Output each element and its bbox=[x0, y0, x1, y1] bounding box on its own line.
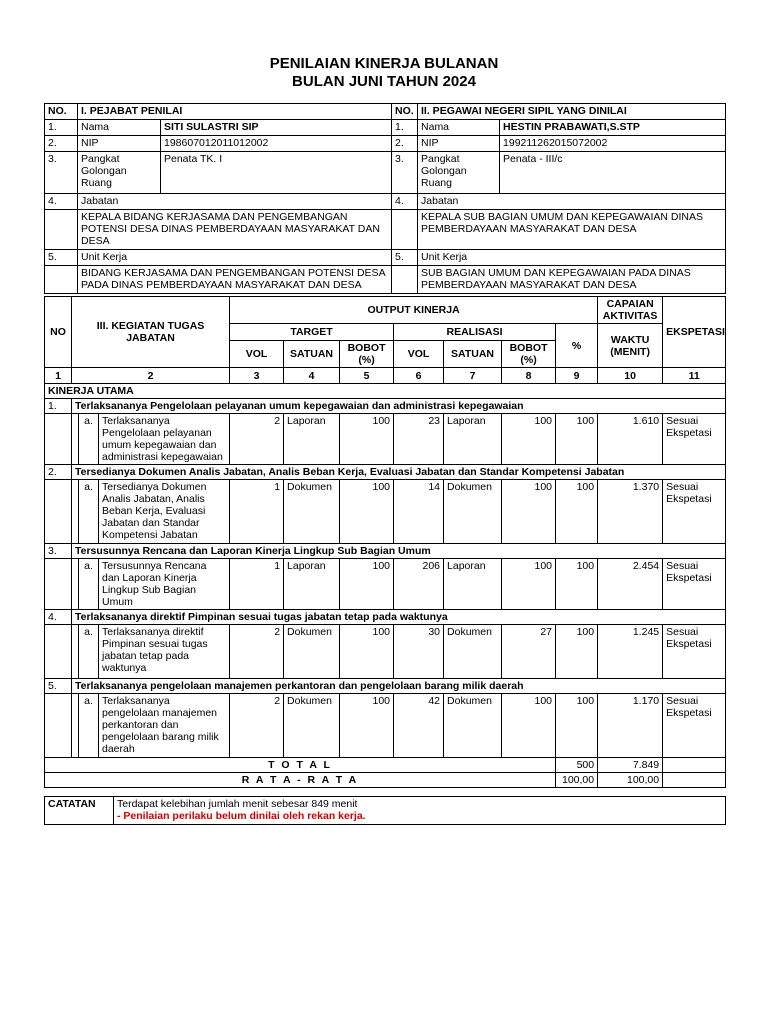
col-number: 2 bbox=[72, 368, 230, 384]
target-bobot: 100 bbox=[340, 694, 394, 758]
row-no: 1. bbox=[392, 120, 418, 136]
notes-label: CATATAN bbox=[45, 797, 114, 825]
field-label: Unit Kerja bbox=[418, 250, 726, 266]
bobot-header: BOBOT (%) bbox=[502, 341, 556, 368]
no-header: NO. bbox=[45, 104, 78, 120]
notes-line: Terdapat kelebihan jumlah menit sebesar 849 menit bbox=[117, 798, 358, 810]
pegawai-name: HESTIN PRABAWATI,S.STP bbox=[500, 120, 726, 136]
col-number: 5 bbox=[340, 368, 394, 384]
percent-value: 100 bbox=[556, 414, 598, 465]
group-no: 4. bbox=[45, 610, 72, 625]
notes-warning: - Penilaian perilaku belum dinilai oleh rekan kerja. bbox=[117, 810, 366, 822]
group-heading: Terlaksananya Pengelolaan pelayanan umum kepegawaian dan administrasi kepegawaian bbox=[72, 399, 726, 414]
row-no: 4. bbox=[45, 194, 78, 210]
row-no: 5. bbox=[392, 250, 418, 266]
field-label: Jabatan bbox=[418, 194, 726, 210]
col-number: 8 bbox=[502, 368, 556, 384]
target-bobot: 100 bbox=[340, 414, 394, 465]
realisasi-satuan: Laporan bbox=[444, 559, 502, 610]
realisasi-vol: 23 bbox=[394, 414, 444, 465]
group-heading: Terlaksananya pengelolaan manajemen perkantoran dan pengelolaan barang milik daerah bbox=[72, 679, 726, 694]
row-no: 5. bbox=[45, 250, 78, 266]
item-text: Terlaksananya pengelolaan manajemen perkantoran dan pengelolaan barang milik daerah bbox=[99, 694, 230, 758]
percent-header: % bbox=[556, 324, 598, 368]
percent-value: 100 bbox=[556, 625, 598, 679]
target-satuan: Dokumen bbox=[284, 694, 340, 758]
performance-table bbox=[44, 296, 726, 788]
group-heading: Terlaksananya direktif Pimpinan sesuai tugas jabatan tetap pada waktunya bbox=[72, 610, 726, 625]
ekspetasi-value: Sesuai Ekspetasi bbox=[663, 625, 726, 679]
report-title: PENILAIAN KINERJA BULANAN bbox=[269, 55, 499, 72]
realisasi-vol: 42 bbox=[394, 694, 444, 758]
realisasi-bobot: 100 bbox=[502, 694, 556, 758]
pejabat-unit-kerja: BIDANG KERJASAMA DAN PENGEMBANGAN POTENSI DESA PADA DINAS PEMBERDAYAAN MASYARAKAT DAN DESA bbox=[78, 266, 392, 294]
target-vol: 2 bbox=[230, 625, 284, 679]
realisasi-satuan: Dokumen bbox=[444, 694, 502, 758]
realisasi-vol: 30 bbox=[394, 625, 444, 679]
target-satuan: Laporan bbox=[284, 414, 340, 465]
satuan-header: SATUAN bbox=[284, 341, 340, 368]
pejabat-name: SITI SULASTRI SIP bbox=[161, 120, 392, 136]
target-vol: 1 bbox=[230, 480, 284, 544]
target-bobot: 100 bbox=[340, 559, 394, 610]
pegawai-pangkat: Penata - III/c bbox=[500, 152, 726, 194]
item-text: Terlaksananya direktif Pimpinan sesuai tugas jabatan tetap pada waktunya bbox=[99, 625, 230, 679]
target-satuan: Laporan bbox=[284, 559, 340, 610]
notes-table bbox=[44, 796, 726, 825]
field-label: Jabatan bbox=[78, 194, 392, 210]
pejabat-pangkat: Penata TK. I bbox=[161, 152, 392, 194]
realisasi-bobot: 100 bbox=[502, 414, 556, 465]
realisasi-header: REALISASI bbox=[394, 324, 556, 341]
output-kinerja-header: OUTPUT KINERJA bbox=[230, 297, 598, 324]
percent-value: 100 bbox=[556, 559, 598, 610]
pejabat-jabatan: KEPALA BIDANG KERJASAMA DAN PENGEMBANGAN POTENSI DESA DINAS PEMBERDAYAAN MASYARAKAT DAN DESA bbox=[78, 210, 392, 250]
item-text: Terlaksananya Pengelolaan pelayanan umum kepegawaian dan administrasi kepegawaian bbox=[99, 414, 230, 465]
report-subtitle: BULAN JUNI TAHUN 2024 bbox=[292, 73, 476, 90]
pegawai-unit-kerja: SUB BAGIAN UMUM DAN KEPEGAWAIAN PADA DINAS PEMBERDAYAAN MASYARAKAT DAN DESA bbox=[418, 266, 726, 294]
percent-value: 100 bbox=[556, 694, 598, 758]
group-no: 2. bbox=[45, 465, 72, 480]
group-no: 5. bbox=[45, 679, 72, 694]
ekspetasi-header: EKSPETASI bbox=[663, 297, 726, 368]
col-number: 10 bbox=[598, 368, 663, 384]
pejabat-nip: 198607012011012002 bbox=[161, 136, 392, 152]
vol-header: VOL bbox=[230, 341, 284, 368]
ekspetasi-value: Sesuai Ekspetasi bbox=[663, 694, 726, 758]
item-letter: a. bbox=[79, 694, 99, 758]
average-label: R A T A - R A T A bbox=[45, 773, 556, 788]
field-label: NIP bbox=[418, 136, 500, 152]
target-bobot: 100 bbox=[340, 480, 394, 544]
ekspetasi-value: Sesuai Ekspetasi bbox=[663, 559, 726, 610]
pejabat-heading: I. PEJABAT PENILAI bbox=[78, 104, 392, 120]
kinerja-utama-label: KINERJA UTAMA bbox=[45, 384, 726, 399]
row-no: 1. bbox=[45, 120, 78, 136]
pegawai-heading: II. PEGAWAI NEGERI SIPIL YANG DINILAI bbox=[418, 104, 726, 120]
field-label: Nama bbox=[78, 120, 161, 136]
field-label: Nama bbox=[418, 120, 500, 136]
target-bobot: 100 bbox=[340, 625, 394, 679]
item-letter: a. bbox=[79, 625, 99, 679]
waktu-value: 2.454 bbox=[598, 559, 663, 610]
waktu-value: 1.245 bbox=[598, 625, 663, 679]
pegawai-jabatan: KEPALA SUB BAGIAN UMUM DAN KEPEGAWAIAN DINAS PEMBERDAYAAN MASYARAKAT DAN DESA bbox=[418, 210, 726, 250]
total-label: T O T A L bbox=[45, 758, 556, 773]
realisasi-satuan: Laporan bbox=[444, 414, 502, 465]
group-heading: Tersusunnya Rencana dan Laporan Kinerja Lingkup Sub Bagian Umum bbox=[72, 544, 726, 559]
realisasi-bobot: 100 bbox=[502, 480, 556, 544]
item-text: Tersusunnya Rencana dan Laporan Kinerja Lingkup Sub Bagian Umum bbox=[99, 559, 230, 610]
col-number: 6 bbox=[394, 368, 444, 384]
kegiatan-header: III. KEGIATAN TUGAS JABATAN bbox=[72, 297, 230, 368]
row-no: 3. bbox=[45, 152, 78, 194]
no-header: NO. bbox=[392, 104, 418, 120]
target-vol: 1 bbox=[230, 559, 284, 610]
vol-header: VOL bbox=[394, 341, 444, 368]
field-label: Pangkat Golongan Ruang bbox=[78, 152, 161, 194]
realisasi-bobot: 27 bbox=[502, 625, 556, 679]
col-number: 11 bbox=[663, 368, 726, 384]
average-percent: 100,00 bbox=[556, 773, 598, 788]
target-satuan: Dokumen bbox=[284, 480, 340, 544]
group-no: 3. bbox=[45, 544, 72, 559]
item-text: Tersedianya Dokumen Analis Jabatan, Analis Beban Kerja, Evaluasi Jabatan dan Standar Kompetensi Jabatan bbox=[99, 480, 230, 544]
target-vol: 2 bbox=[230, 414, 284, 465]
col-number: 3 bbox=[230, 368, 284, 384]
target-satuan: Dokumen bbox=[284, 625, 340, 679]
row-no: 3. bbox=[392, 152, 418, 194]
satuan-header: SATUAN bbox=[444, 341, 502, 368]
field-label: NIP bbox=[78, 136, 161, 152]
average-waktu: 100,00 bbox=[598, 773, 663, 788]
realisasi-vol: 14 bbox=[394, 480, 444, 544]
realisasi-vol: 206 bbox=[394, 559, 444, 610]
row-no: 2. bbox=[45, 136, 78, 152]
target-header: TARGET bbox=[230, 324, 394, 341]
field-label: Pangkat Golongan Ruang bbox=[418, 152, 500, 194]
capaian-header: CAPAIAN AKTIVITAS bbox=[598, 297, 663, 324]
waktu-value: 1.170 bbox=[598, 694, 663, 758]
evaluator-employee-table bbox=[44, 103, 726, 294]
waktu-header: WAKTU (MENIT) bbox=[598, 324, 663, 368]
realisasi-bobot: 100 bbox=[502, 559, 556, 610]
group-heading: Tersedianya Dokumen Analis Jabatan, Analis Beban Kerja, Evaluasi Jabatan dan Standar Kompetensi Jabatan bbox=[72, 465, 726, 480]
total-waktu: 7.849 bbox=[598, 758, 663, 773]
waktu-value: 1.370 bbox=[598, 480, 663, 544]
item-letter: a. bbox=[79, 414, 99, 465]
item-letter: a. bbox=[79, 559, 99, 610]
waktu-value: 1.610 bbox=[598, 414, 663, 465]
col-no-header: NO bbox=[45, 297, 72, 368]
col-number: 4 bbox=[284, 368, 340, 384]
field-label: Unit Kerja bbox=[78, 250, 392, 266]
ekspetasi-value: Sesuai Ekspetasi bbox=[663, 480, 726, 544]
col-number: 9 bbox=[556, 368, 598, 384]
target-vol: 2 bbox=[230, 694, 284, 758]
pegawai-nip: 199211262015072002 bbox=[500, 136, 726, 152]
total-percent: 500 bbox=[556, 758, 598, 773]
realisasi-satuan: Dokumen bbox=[444, 480, 502, 544]
row-no: 4. bbox=[392, 194, 418, 210]
row-no: 2. bbox=[392, 136, 418, 152]
ekspetasi-value: Sesuai Ekspetasi bbox=[663, 414, 726, 465]
group-no: 1. bbox=[45, 399, 72, 414]
col-number: 1 bbox=[45, 368, 72, 384]
item-letter: a. bbox=[79, 480, 99, 544]
realisasi-satuan: Dokumen bbox=[444, 625, 502, 679]
col-number: 7 bbox=[444, 368, 502, 384]
bobot-header: BOBOT (%) bbox=[340, 341, 394, 368]
percent-value: 100 bbox=[556, 480, 598, 544]
notes-content bbox=[114, 797, 726, 825]
